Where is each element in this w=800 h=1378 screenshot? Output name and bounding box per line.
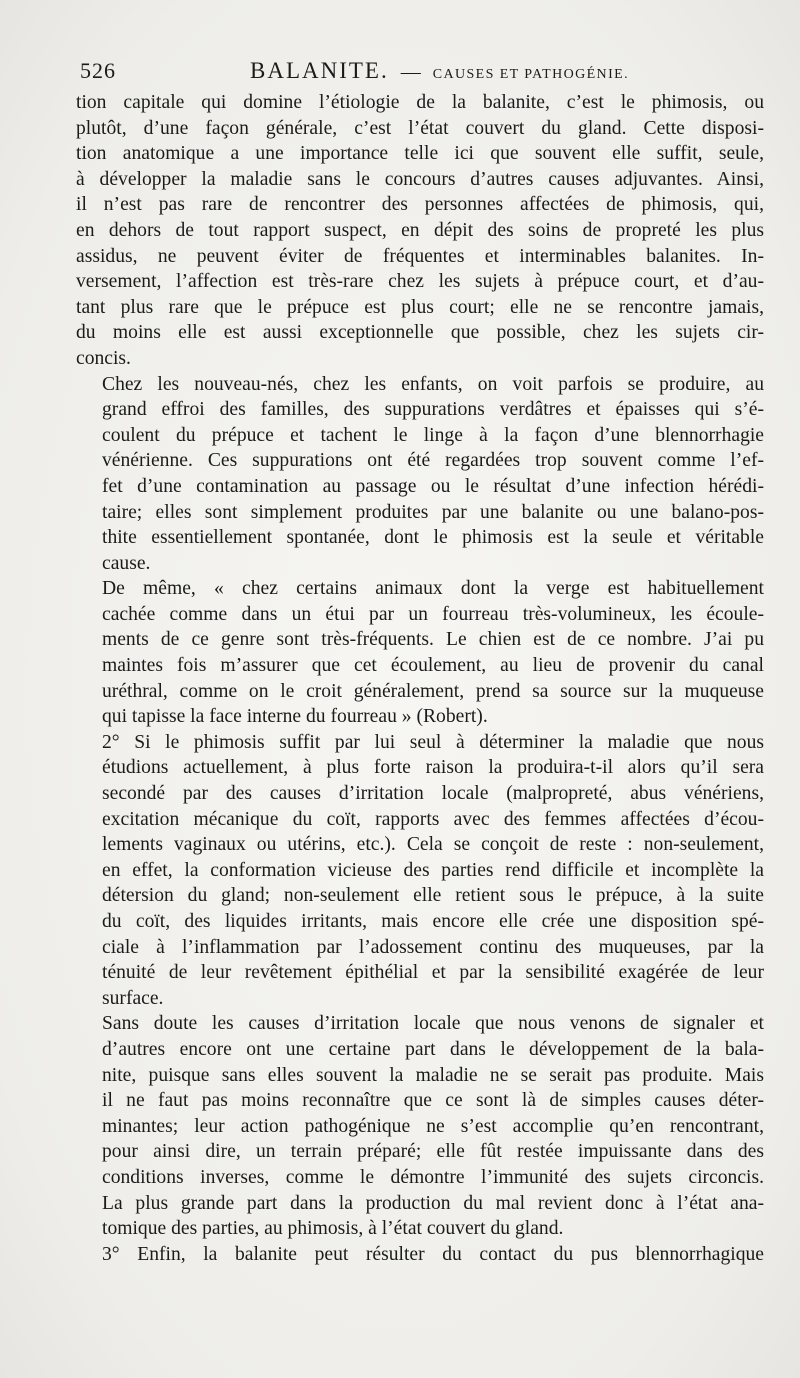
text-line: thite essentiellement spontanée, dont le phimosis est la seule et véritable: [102, 527, 764, 549]
text-line: fet d’une contamination au passage ou le résultat d’une infection hérédi-: [102, 475, 764, 497]
text-line: versement, l’affection est très-rare chez les sujets à prépuce court, et d’au-: [76, 271, 764, 293]
text-line: conditions inverses, comme le démontre l’immunité des sujets circoncis.: [102, 1166, 764, 1188]
text-line: étudions actuellement, à plus forte raison la produira-t-il alors qu’il sera: [102, 757, 764, 779]
running-head-dash: —: [400, 61, 421, 83]
text-line: tion anatomique a une importance telle ici que souvent elle suffit, seule,: [76, 143, 764, 165]
text-line: cause.: [102, 552, 151, 574]
text-line: La plus grande part dans la production du mal revient donc à l’état ana-: [102, 1192, 764, 1214]
text-line: en effet, la conformation vicieuse des parties rend difficile et incomplète la: [102, 859, 764, 881]
text-line: uréthral, comme on le croit généralement, prend sa source sur la muqueuse: [102, 680, 764, 702]
text-line: tion capitale qui domine l’étiologie de la balanite, c’est le phimosis, ou: [76, 92, 764, 113]
paragraph: [76, 1242, 764, 1268]
text-line: lements vaginaux ou utérins, etc.). Cela se conçoit de reste : non-seulement,: [102, 834, 764, 856]
running-head-title: BALANITE.: [250, 58, 389, 83]
paragraph: [76, 576, 764, 730]
text-line: maintes fois m’assurer que cet écoulement, au lieu de provenir du canal: [102, 655, 764, 677]
text-line: surface.: [102, 987, 164, 1009]
running-head: [250, 58, 629, 84]
text-line: tant plus rare que le prépuce est plus court; elle ne se rencontre jamais,: [76, 296, 764, 318]
text-line: secondé par des causes d’irritation locale (malpropreté, abus vénériens,: [102, 783, 764, 805]
text-line: excitation mécanique du coït, rapports avec des femmes affectées d’écou-: [102, 808, 764, 830]
text-line: du coït, des liquides irritants, mais encore elle crée une disposition spé-: [102, 911, 764, 932]
text-line: Sans doute les causes d’irritation locale que nous venons de signaler et: [102, 1013, 764, 1035]
text-line: en dehors de tout rapport suspect, en dépit des soins de propreté les plus: [76, 219, 764, 241]
page-header: [72, 58, 758, 84]
body-text: [76, 90, 764, 1267]
text-line: coulent du prépuce et tachent le linge à la façon d’une blennorrhagie: [102, 424, 764, 446]
text-line: il ne faut pas moins reconnaître que ce sont là de simples causes déter-: [102, 1090, 764, 1112]
text-line: pour ainsi dire, un terrain préparé; elle fût restée impuissante dans des: [102, 1141, 764, 1163]
text-line: vénérienne. Ces suppurations ont été regardées trop souvent comme l’ef-: [102, 450, 764, 472]
paragraph: [76, 372, 764, 577]
text-line: cachée comme dans un étui par un fourreau très-volumineux, les écoule-: [102, 603, 764, 625]
paragraph: [76, 730, 764, 1012]
text-line: d’autres encore ont une certaine part dans le développement de la bala-: [102, 1038, 764, 1060]
text-line: qui tapisse la face interne du fourreau » (Robert).: [102, 706, 488, 728]
text-line: ciale à l’inflammation par l’adossement continu des muqueuses, par la: [102, 936, 764, 958]
text-line: ténuité de leur revêtement épithélial et par la sensibilité exagérée de leur: [102, 962, 764, 984]
text-line: à développer la maladie sans le concours d’autres causes adjuvantes. Ainsi,: [76, 168, 764, 190]
text-line: détersion du gland; non-seulement elle retient sous le prépuce, à la suite: [102, 885, 764, 907]
text-line: plutôt, d’une façon générale, c’est l’état couvert du gland. Cette disposi-: [76, 117, 764, 139]
text-line: Chez les nouveau-nés, chez les enfants, on voit parfois se produire, au: [102, 373, 764, 395]
text-line: De même, « chez certains animaux dont la verge est habituellement: [102, 578, 764, 600]
text-line: 2° Si le phimosis suffit par lui seul à déterminer la maladie que nous: [102, 731, 764, 753]
paragraph: [76, 90, 764, 372]
text-line: 3° Enfin, la balanite peut résulter du contact du pus blennorrhagique: [102, 1243, 764, 1265]
text-line: concis.: [76, 347, 131, 369]
text-line: il n’est pas rare de rencontrer des personnes affectées de phimosis, qui,: [76, 194, 764, 216]
text-line: ments de ce genre sont très-fréquents. Le chien est de ce nombre. J’ai pu: [102, 629, 764, 651]
paragraph: [76, 1011, 764, 1241]
text-line: tomique des parties, au phimosis, à l’état couvert du gland.: [102, 1218, 564, 1240]
text-line: du moins elle est aussi exceptionnelle que possible, chez les sujets cir-: [76, 322, 764, 344]
page-number: 526: [80, 58, 116, 83]
text-line: minantes; leur action pathogénique ne s’est accomplie qu’en rencontrant,: [102, 1115, 764, 1137]
text-line: grand effroi des familles, des suppurations verdâtres et épaisses qui s’é-: [102, 399, 764, 421]
text-line: assidus, ne peuvent éviter de fréquentes et interminables balanites. In-: [76, 245, 764, 267]
running-head-subtitle: CAUSES ET PATHOGÉNIE.: [432, 67, 629, 82]
text-line: nite, puisque sans elles souvent la maladie ne se serait pas produite. Mais: [102, 1064, 764, 1086]
text-line: taire; elles sont simplement produites par une balanite ou une balano-pos-: [102, 501, 764, 523]
